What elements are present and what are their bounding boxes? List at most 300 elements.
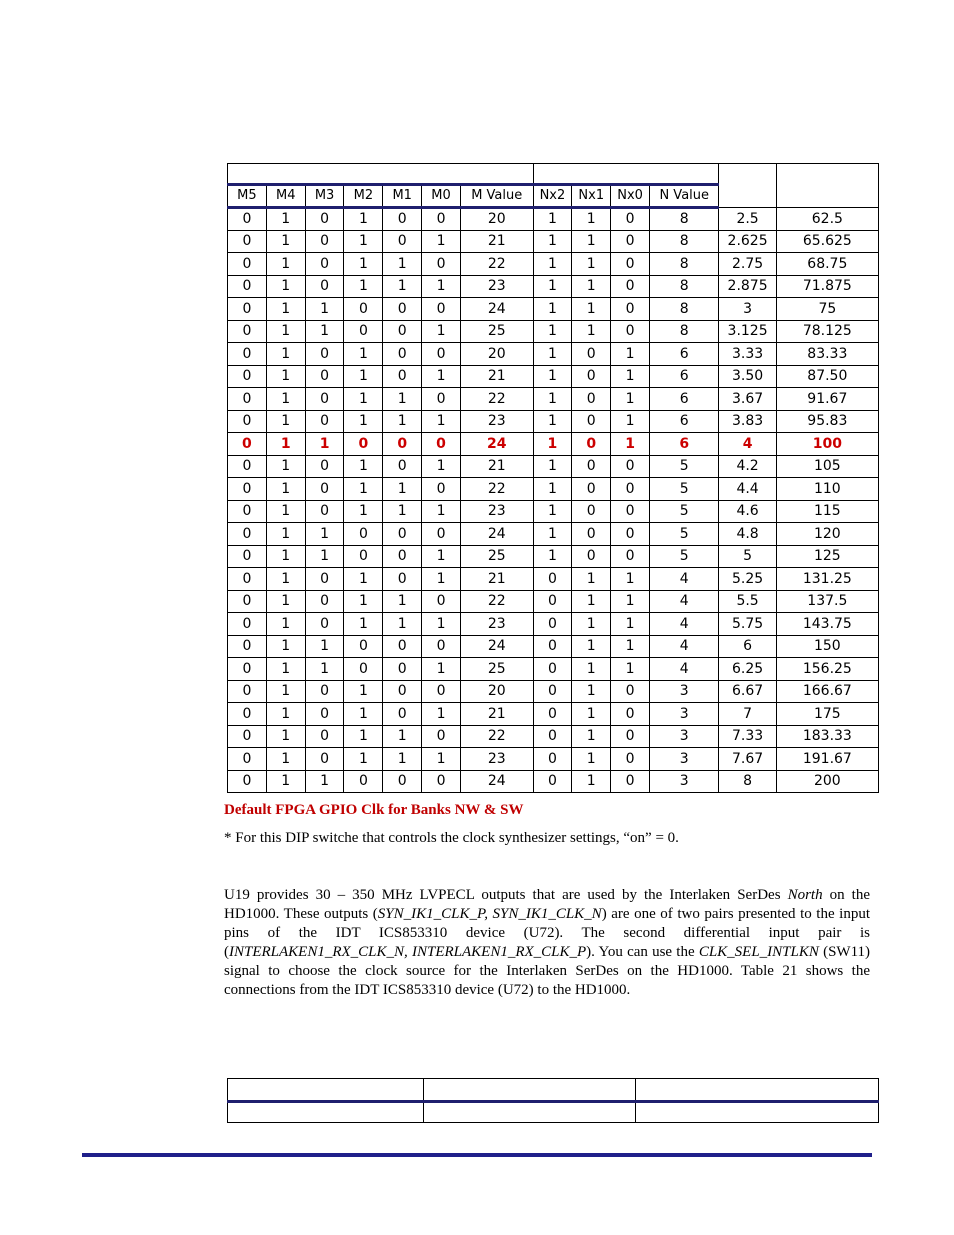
table-cell: 0 (305, 703, 344, 726)
table-cell: 0 (228, 703, 267, 726)
table-cell: 20 (460, 208, 533, 231)
table-cell: 1 (344, 388, 383, 411)
table-cell: 200 (776, 770, 878, 793)
table-cell: 1 (422, 658, 461, 681)
table-cell: 0 (422, 433, 461, 456)
table-cell: 8 (650, 208, 719, 231)
table-cell: 1 (266, 500, 305, 523)
table-cell: 1 (533, 410, 572, 433)
table-cell: 1 (572, 635, 611, 658)
table-cell: 1 (266, 658, 305, 681)
table-row (228, 545, 879, 568)
table-cell: 0 (422, 523, 461, 546)
table-cell: 0 (228, 410, 267, 433)
table-cell: 0 (611, 545, 650, 568)
table-cell: 1 (305, 545, 344, 568)
table-cell: 0 (228, 545, 267, 568)
table-row (228, 703, 879, 726)
table-cell: 1 (533, 433, 572, 456)
table-cell: 5 (650, 500, 719, 523)
table-cell: 0 (533, 590, 572, 613)
table-cell: 0 (611, 770, 650, 793)
table-cell: 0 (228, 298, 267, 321)
m-group-header (228, 164, 534, 185)
table-cell: 0 (228, 748, 267, 771)
table-cell: 0 (344, 545, 383, 568)
table-cell: 0 (572, 478, 611, 501)
table-cell: 1 (422, 613, 461, 636)
table-cell: 0 (422, 478, 461, 501)
table-cell: 0 (611, 680, 650, 703)
table-cell: 0 (228, 365, 267, 388)
table-cell: 1 (266, 680, 305, 703)
table-cell: 1 (305, 298, 344, 321)
table-cell: 1 (422, 500, 461, 523)
table-cell: 4 (650, 568, 719, 591)
table-cell: 1 (266, 433, 305, 456)
table-cell: 0 (344, 658, 383, 681)
table-cell: 1 (533, 208, 572, 231)
table-cell: 1 (611, 613, 650, 636)
table-cell: 87.50 (776, 365, 878, 388)
table-cell: 1 (266, 545, 305, 568)
para-text: U19 provides 30 – 350 MHz LVPECL outputs that are used by the Interlaken SerDes (224, 887, 788, 903)
table-cell: 83.33 (776, 343, 878, 366)
table-cell: 105 (776, 455, 878, 478)
table-cell: 0 (228, 208, 267, 231)
table-cell: 1 (422, 320, 461, 343)
table-cell: 4 (719, 433, 776, 456)
table-cell: 5 (650, 523, 719, 546)
table-cell: 3 (650, 748, 719, 771)
table-cell: 22 (460, 253, 533, 276)
table-row (228, 770, 879, 793)
table-row (228, 478, 879, 501)
table-cell: 0 (305, 343, 344, 366)
table-cell: 0 (383, 208, 422, 231)
table-cell: 24 (460, 523, 533, 546)
table-cell: 1 (533, 320, 572, 343)
table-cell: 0 (611, 253, 650, 276)
table-cell: 1 (572, 680, 611, 703)
table-cell: 1 (344, 725, 383, 748)
table-cell: 0 (305, 568, 344, 591)
table-cell: 1 (266, 320, 305, 343)
table-cell: 150 (776, 635, 878, 658)
table-cell: 1 (572, 230, 611, 253)
table-cell: 1 (266, 770, 305, 793)
table-cell: 0 (383, 703, 422, 726)
table-cell: 0 (572, 343, 611, 366)
table-row (228, 568, 879, 591)
table-cell (423, 1079, 636, 1102)
table-cell: 0 (305, 680, 344, 703)
col-header: M Value (460, 185, 533, 208)
table-cell: 0 (305, 590, 344, 613)
table-cell: 137.5 (776, 590, 878, 613)
table-row (228, 275, 879, 298)
table-cell: 20 (460, 343, 533, 366)
table-cell: 1 (344, 455, 383, 478)
table-cell: 0 (572, 455, 611, 478)
table-cell: 6.67 (719, 680, 776, 703)
table-cell: 1 (422, 410, 461, 433)
table-cell: 21 (460, 703, 533, 726)
para-italic: North (787, 887, 823, 903)
table-cell: 1 (533, 388, 572, 411)
table-cell: 0 (611, 523, 650, 546)
table-cell: 8 (650, 298, 719, 321)
table-cell: 8 (650, 253, 719, 276)
table-cell: 1 (344, 703, 383, 726)
table-cell: 4.2 (719, 455, 776, 478)
table-cell: 0 (533, 568, 572, 591)
table-cell: 4 (650, 613, 719, 636)
table-cell: 3.67 (719, 388, 776, 411)
table-row (228, 343, 879, 366)
table-row (228, 590, 879, 613)
table-cell: 0 (572, 545, 611, 568)
table-cell: 0 (383, 343, 422, 366)
para-text: ) are one of two pairs presented to the input pins of the IDT ICS853310 device (U72). The second differential input pair is ( (224, 906, 870, 960)
table-cell: 0 (383, 523, 422, 546)
table-cell: 22 (460, 590, 533, 613)
table-cell: 1 (344, 230, 383, 253)
table-cell: 95.83 (776, 410, 878, 433)
table-cell: 1 (266, 298, 305, 321)
table-cell: 1 (266, 748, 305, 771)
table-cell: 0 (344, 298, 383, 321)
table-cell: 1 (572, 748, 611, 771)
table-cell: 65.625 (776, 230, 878, 253)
table-cell: 156.25 (776, 658, 878, 681)
table-cell: 1 (611, 433, 650, 456)
table-cell: 22 (460, 388, 533, 411)
table-cell: 7.33 (719, 725, 776, 748)
table-cell: 0 (422, 590, 461, 613)
table-cell: 166.67 (776, 680, 878, 703)
table-row (228, 1102, 879, 1123)
n-group-header (533, 164, 719, 185)
table-cell: 1 (422, 568, 461, 591)
table-row (228, 253, 879, 276)
table-row (228, 523, 879, 546)
table-cell: 1 (344, 590, 383, 613)
table-cell: 1 (344, 275, 383, 298)
table-cell: 0 (228, 613, 267, 636)
table-cell: 0 (344, 320, 383, 343)
table-cell: 24 (460, 635, 533, 658)
table-cell: 5 (719, 545, 776, 568)
table-cell: 0 (305, 725, 344, 748)
table-cell: 1 (305, 433, 344, 456)
table-cell: 1 (572, 590, 611, 613)
col-header: M3 (305, 185, 344, 208)
table-cell: 3.125 (719, 320, 776, 343)
table-cell: 0 (305, 253, 344, 276)
table-cell: 62.5 (776, 208, 878, 231)
table-cell: 1 (572, 298, 611, 321)
table-cell: 1 (383, 478, 422, 501)
table-cell: 2.875 (719, 275, 776, 298)
table-cell: 0 (305, 388, 344, 411)
table-cell: 91.67 (776, 388, 878, 411)
table-cell: 0 (305, 478, 344, 501)
table-cell: 1 (344, 500, 383, 523)
table-cell: 23 (460, 410, 533, 433)
table-cell: 3 (719, 298, 776, 321)
table-cell: 1 (383, 590, 422, 613)
table-cell: 1 (533, 275, 572, 298)
table-cell: 0 (422, 770, 461, 793)
table-cell: 1 (344, 343, 383, 366)
table-cell: 1 (572, 208, 611, 231)
table-cell: 0 (572, 500, 611, 523)
table-cell: 1 (266, 253, 305, 276)
table-cell: 5.25 (719, 568, 776, 591)
table-cell: 0 (533, 770, 572, 793)
table-cell: 0 (383, 433, 422, 456)
table-cell: 1 (305, 635, 344, 658)
dip-switch-note: * For this DIP switche that controls the clock synthesizer settings, “on” = 0. (224, 830, 679, 846)
table-cell: 1 (266, 455, 305, 478)
para-signal: SYN_IK1_CLK_P, SYN_IK1_CLK_N (377, 906, 602, 922)
table-cell: 0 (305, 208, 344, 231)
table-cell: 6 (719, 635, 776, 658)
table-cell: 0 (383, 455, 422, 478)
table-cell: 1 (305, 770, 344, 793)
table-cell: 0 (305, 613, 344, 636)
table-cell: 1 (533, 365, 572, 388)
table-cell: 1 (572, 320, 611, 343)
table-cell: 0 (533, 635, 572, 658)
table-cell: 131.25 (776, 568, 878, 591)
table-cell: 4 (650, 658, 719, 681)
table-cell: 0 (228, 725, 267, 748)
table-cell: 0 (228, 320, 267, 343)
table-cell: 1 (422, 545, 461, 568)
table-row (228, 500, 879, 523)
table-cell: 1 (572, 253, 611, 276)
table-header-row (228, 1079, 879, 1102)
table-cell: 0 (611, 298, 650, 321)
table-cell: 1 (266, 275, 305, 298)
table-cell: 0 (533, 680, 572, 703)
body-paragraph (224, 886, 870, 1000)
group-header-row (228, 164, 879, 185)
table-cell: 0 (228, 455, 267, 478)
table-cell: 0 (344, 770, 383, 793)
table-cell: 2.5 (719, 208, 776, 231)
table-cell: 0 (344, 433, 383, 456)
table-cell: 3.83 (719, 410, 776, 433)
frequency-header (776, 164, 878, 208)
table-cell: 6 (650, 410, 719, 433)
table-cell: 3 (650, 703, 719, 726)
table-cell: 4.8 (719, 523, 776, 546)
table-cell: 0 (228, 500, 267, 523)
table-row (228, 410, 879, 433)
table-cell: 1 (533, 253, 572, 276)
table-cell: 0 (228, 478, 267, 501)
col-header: M5 (228, 185, 267, 208)
table-cell: 1 (383, 388, 422, 411)
table-cell: 1 (266, 725, 305, 748)
table-cell: 0 (383, 770, 422, 793)
table-cell: 1 (422, 365, 461, 388)
table-cell: 0 (611, 703, 650, 726)
table-cell: 1 (422, 703, 461, 726)
table-cell: 1 (611, 635, 650, 658)
para-text: ). You can use the (586, 944, 699, 960)
table-cell: 1 (344, 748, 383, 771)
table-cell: 4.4 (719, 478, 776, 501)
table-cell: 3.33 (719, 343, 776, 366)
table-cell: 0 (228, 770, 267, 793)
table-cell: 1 (611, 590, 650, 613)
table-cell: 0 (422, 388, 461, 411)
table-cell: 0 (611, 725, 650, 748)
table-cell: 1 (266, 703, 305, 726)
table-cell: 1 (383, 410, 422, 433)
table-row (228, 725, 879, 748)
table-cell (423, 1102, 636, 1123)
table-cell: 183.33 (776, 725, 878, 748)
table-row (228, 455, 879, 478)
table-cell: 0 (533, 725, 572, 748)
para-signal: INTERLAKEN1_RX_CLK_N, INTERLAKEN1_RX_CLK_P (229, 944, 587, 960)
col-header: Nx1 (572, 185, 611, 208)
table-cell: 0 (611, 500, 650, 523)
table-cell: 125 (776, 545, 878, 568)
table-cell: 100 (776, 433, 878, 456)
table-cell: 1 (266, 523, 305, 546)
table-cell: 143.75 (776, 613, 878, 636)
table-cell: 1 (344, 680, 383, 703)
table-cell: 191.67 (776, 748, 878, 771)
table-cell: 0 (611, 478, 650, 501)
table-cell: 1 (344, 410, 383, 433)
table-cell: 0 (383, 568, 422, 591)
table-cell: 6 (650, 365, 719, 388)
table-cell: 24 (460, 770, 533, 793)
table-cell: 1 (383, 500, 422, 523)
table-cell: 1 (305, 523, 344, 546)
col-header: N Value (650, 185, 719, 208)
table-cell: 0 (228, 343, 267, 366)
table-cell: 1 (611, 388, 650, 411)
table-row (228, 748, 879, 771)
table-cell: 6 (650, 388, 719, 411)
table-cell: 0 (228, 388, 267, 411)
table-cell: 0 (572, 433, 611, 456)
table-cell: 1 (383, 253, 422, 276)
table-cell: 1 (383, 748, 422, 771)
table-cell: 115 (776, 500, 878, 523)
table-cell: 0 (533, 748, 572, 771)
connections-table (227, 1078, 879, 1123)
table-cell: 1 (266, 635, 305, 658)
table-cell: 1 (533, 545, 572, 568)
table-cell: 0 (305, 748, 344, 771)
table-cell: 25 (460, 545, 533, 568)
table-cell: 1 (611, 410, 650, 433)
table-cell: 1 (344, 253, 383, 276)
table-cell: 1 (383, 613, 422, 636)
col-header: Nx2 (533, 185, 572, 208)
table-cell: 0 (422, 253, 461, 276)
table-row (228, 388, 879, 411)
table-cell: 1 (572, 658, 611, 681)
table-cell: 0 (383, 365, 422, 388)
table-cell: 0 (383, 230, 422, 253)
table-cell: 21 (460, 230, 533, 253)
table-cell: 23 (460, 500, 533, 523)
table-cell: 1 (611, 658, 650, 681)
table-row (228, 365, 879, 388)
table-cell: 0 (572, 388, 611, 411)
table-cell: 0 (344, 523, 383, 546)
table-cell: 0 (383, 680, 422, 703)
table-caption: Default FPGA GPIO Clk for Banks NW & SW (224, 802, 524, 818)
table-cell: 5 (650, 455, 719, 478)
table-cell: 4.6 (719, 500, 776, 523)
table-cell: 0 (228, 230, 267, 253)
table-cell: 5.75 (719, 613, 776, 636)
table-cell: 1 (266, 388, 305, 411)
table-cell: 7 (719, 703, 776, 726)
table-cell: 0 (305, 410, 344, 433)
table-cell: 0 (228, 568, 267, 591)
table-cell: 1 (266, 568, 305, 591)
table-cell: 110 (776, 478, 878, 501)
table-cell: 0 (383, 320, 422, 343)
table-row (228, 635, 879, 658)
table-cell: 0 (611, 275, 650, 298)
table-cell: 8 (719, 770, 776, 793)
table-cell: 1 (572, 725, 611, 748)
table-cell: 0 (422, 208, 461, 231)
table-cell: 1 (572, 703, 611, 726)
table-cell: 3.50 (719, 365, 776, 388)
table-cell: 1 (383, 725, 422, 748)
col-header: Nx0 (611, 185, 650, 208)
table-cell: 1 (344, 613, 383, 636)
table-cell: 23 (460, 275, 533, 298)
table-cell: 1 (422, 230, 461, 253)
table-cell: 1 (611, 343, 650, 366)
table-cell (228, 1102, 424, 1123)
table-cell: 0 (611, 208, 650, 231)
table-cell: 25 (460, 658, 533, 681)
table-cell: 0 (422, 635, 461, 658)
table-cell: 7.67 (719, 748, 776, 771)
table-cell: 0 (305, 365, 344, 388)
table-cell: 0 (572, 523, 611, 546)
table-cell: 22 (460, 725, 533, 748)
table-cell: 21 (460, 568, 533, 591)
table-cell: 1 (266, 590, 305, 613)
table-cell: 1 (344, 208, 383, 231)
table-cell: 4 (650, 635, 719, 658)
table-cell: 1 (533, 455, 572, 478)
para-text: on the HD1000. These outputs ( (224, 887, 870, 922)
table-cell: 0 (305, 455, 344, 478)
table-cell: 1 (266, 613, 305, 636)
table-cell (636, 1079, 879, 1102)
table-cell: 0 (228, 635, 267, 658)
table-row (228, 613, 879, 636)
